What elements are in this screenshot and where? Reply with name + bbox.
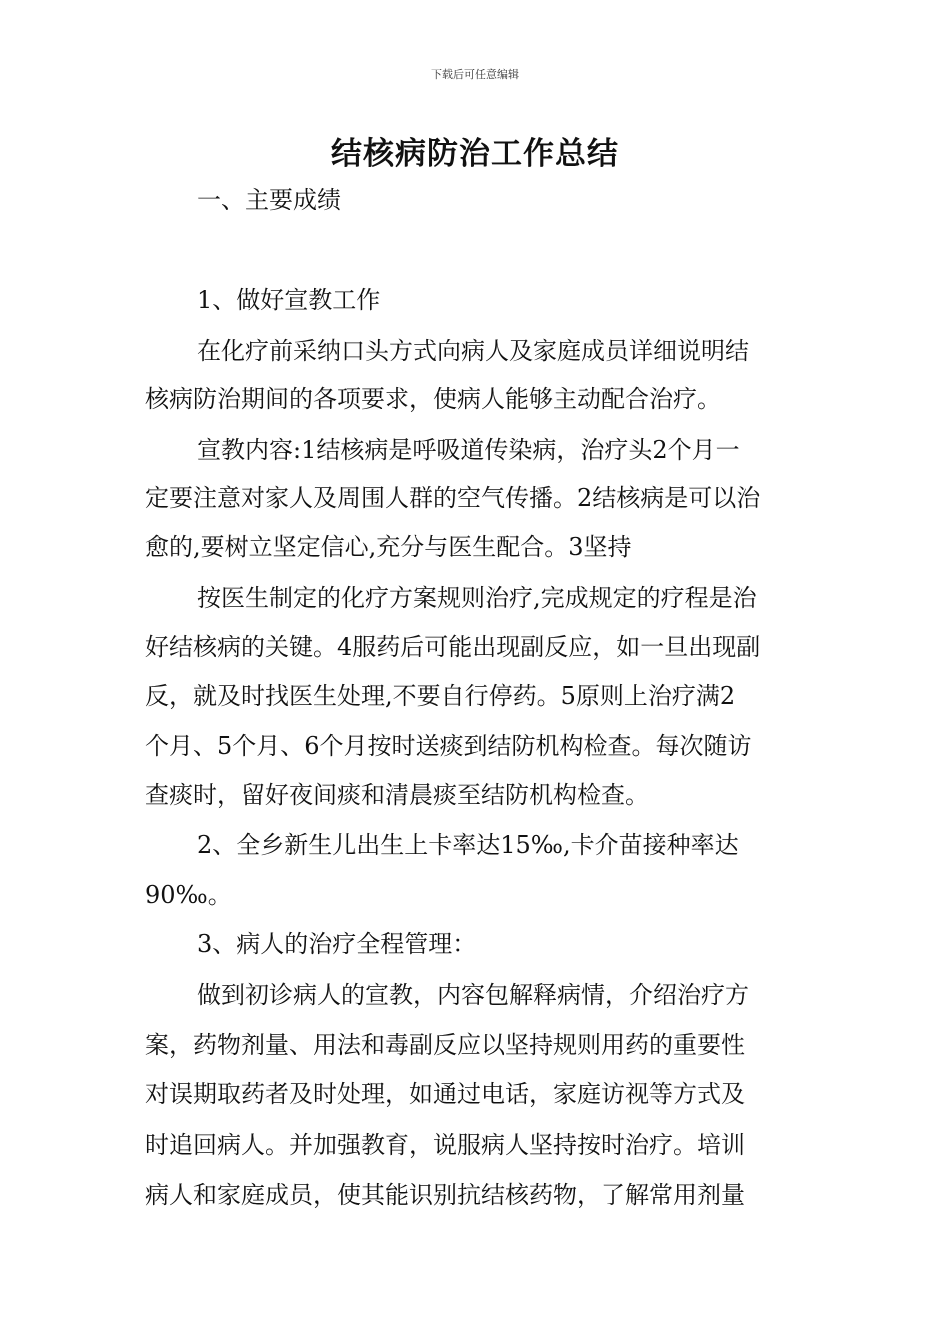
header-note: 下载后可任意编辑 [431,68,519,81]
paragraph-line: 核病防治期间的各项要求，使病人能够主动配合治疗。 [145,385,721,413]
paragraph-line: 90‰。 [145,881,232,909]
section-heading: 一、主要成绩 [197,186,341,214]
subsection-heading: 1、做好宣教工作 [197,286,381,314]
document-title: 结核病防治工作总结 [331,136,619,172]
paragraph-line: 时追回病人。并加强教育，说服病人坚持按时治疗。培训 [145,1131,745,1159]
paragraph-line: 个月、5个月、6个月按时送痰到结防机构检查。每次随访 [145,732,752,760]
paragraph-line: 案，药物剂量、用法和毒副反应以坚持规则用药的重要性 [145,1031,745,1059]
paragraph-line: 2、全乡新生儿出生上卡率达15‰,卡介苗接种率达 [197,831,739,859]
paragraph-line: 好结核病的关键。4服药后可能出现副反应，如一旦出现副 [145,633,761,661]
subsection-heading: 3、病人的治疗全程管理： [197,930,477,958]
paragraph-line: 按医生制定的化疗方案规则治疗,完成规定的疗程是治 [197,584,757,612]
paragraph-line: 查痰时，留好夜间痰和清晨痰至结防机构检查。 [145,781,649,809]
paragraph-line: 宣教内容:1结核病是呼吸道传染病，治疗头2个月一 [197,436,740,464]
paragraph-line: 反，就及时找医生处理,不要自行停药。5原则上治疗满2 [145,682,736,710]
paragraph-line: 愈的,要树立坚定信心,充分与医生配合。3坚持 [145,533,632,561]
paragraph-line: 做到初诊病人的宣教，内容包解释病情，介绍治疗方 [197,981,749,1009]
paragraph-line: 定要注意对家人及周围人群的空气传播。2结核病是可以治 [145,484,761,512]
paragraph-line: 在化疗前采纳口头方式向病人及家庭成员详细说明结 [197,337,749,365]
paragraph-line: 病人和家庭成员，使其能识别抗结核药物，了解常用剂量 [145,1181,745,1209]
paragraph-line: 对误期取药者及时处理，如通过电话，家庭访视等方式及 [145,1080,745,1108]
